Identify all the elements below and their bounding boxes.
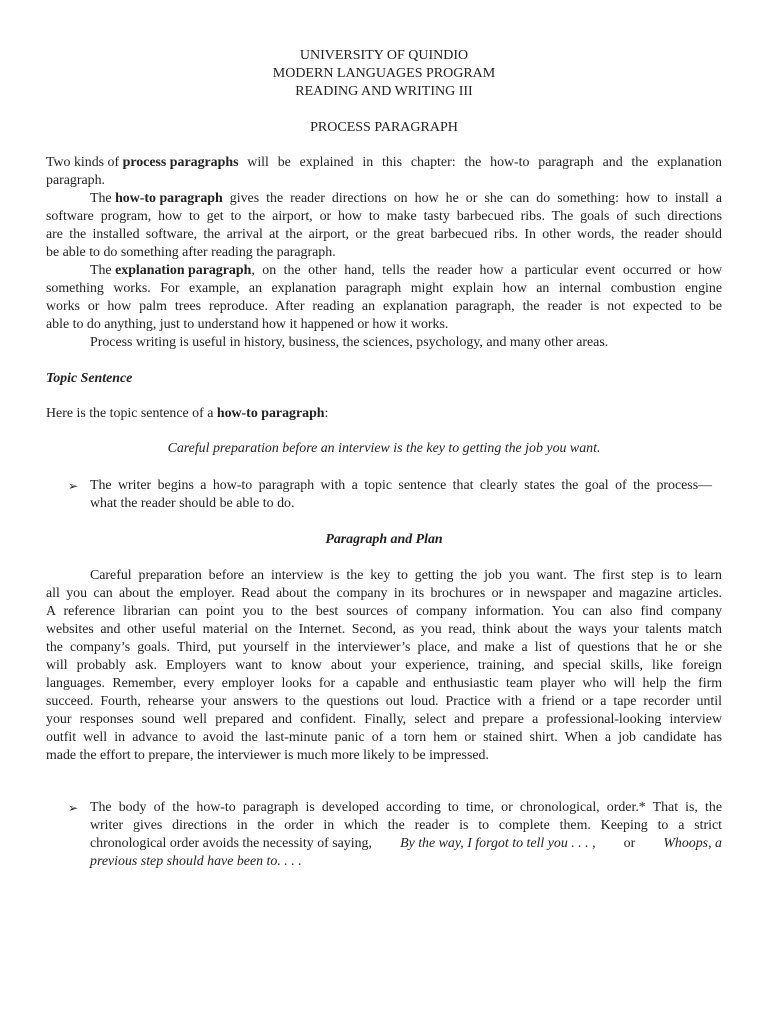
- intro-text-a: Two kinds of: [46, 155, 123, 170]
- body-bullet-italic-1: By the way, I forgot to tell you . . . ,: [400, 836, 596, 851]
- intro-text-c: will be explained in this chapter: the how-to paragraph and the explanation: [238, 155, 722, 170]
- topic-intro-c: :: [324, 406, 329, 421]
- course-name: READING AND WRITING III: [295, 84, 473, 99]
- intro-bold-term: process paragraphs: [122, 155, 239, 170]
- plan-line: A reference librarian can point you to the best sources of company information. You can also find company: [46, 604, 722, 619]
- intro-line-2: paragraph.: [46, 173, 106, 188]
- plan-line: will probably ask. Employers want to know about your experience, training, and special skills, like foreign: [46, 658, 722, 673]
- usage-line: Process writing is useful in history, business, the sciences, psychology, and many other areas.: [90, 335, 609, 350]
- plan-line: languages. Remember, every employer looks for a capable and enthusiastic team player who will help the firm: [46, 676, 722, 691]
- plan-line: succeed. Fourth, rehearse your answers to the questions out loud. Practice with a friend or a tape recorder until: [46, 694, 722, 709]
- body-bullet-text-c: or: [620, 836, 639, 851]
- university-name: UNIVERSITY OF QUINDIO: [299, 48, 469, 63]
- howto-line-3: are the installed software, the arrival at the airport, or the great barbecued ribs. In other words, the reader should: [46, 227, 722, 242]
- explanation-bold-term: explanation paragraph: [115, 263, 252, 278]
- plan-line: Careful preparation before an interview is the key to getting the job you want. The first step is to learn: [90, 568, 722, 583]
- topic-intro-line: [46, 405, 328, 423]
- howto-line-4: be able to do something after reading the paragraph.: [46, 245, 336, 260]
- howto-bold-term: how-to paragraph: [115, 191, 223, 206]
- topic-sentence-heading: Topic Sentence: [46, 371, 133, 386]
- topic-bullet-line-1: The writer begins a how-to paragraph with a topic sentence that clearly states the goal of the process—: [90, 478, 712, 493]
- explanation-line-3: works or how palm trees reproduce. After reading an explanation paragraph, the reader is not expected to be: [46, 299, 722, 314]
- body-bullet-line-2: writer gives directions in the order in which the reader is to complete them. Keeping to a strict: [90, 818, 722, 833]
- howto-line-1: [90, 190, 722, 208]
- body-bullet-italic-2: Whoops, a: [663, 836, 722, 851]
- topic-bullet-line-2: what the reader should be able to do.: [90, 496, 295, 511]
- plan-line: your responses sound well prepared and confident. Finally, select and prepare a professional-looking interview: [46, 712, 722, 727]
- topic-intro-a: Here is the topic sentence of a: [46, 406, 217, 421]
- explanation-text-c: , on the other hand, tells the reader how a particular event occurred or how: [251, 263, 722, 278]
- paragraph-plan-heading: Paragraph and Plan: [325, 532, 443, 547]
- intro-line-1: [46, 154, 722, 172]
- explanation-line-4: able to do anything, just to understand how it happened or how it works.: [46, 317, 449, 332]
- plan-line: websites and other useful material on the Internet. Second, as you read, think about the ways your talents match: [46, 622, 722, 637]
- body-bullet-text-a: chronological order avoids the necessity of saying,: [90, 836, 376, 851]
- plan-line: all you can about the employer. Read about the company in its brochures or in newspaper and magazine articles.: [46, 586, 722, 601]
- explanation-line-1: [90, 262, 722, 280]
- body-bullet-line-1: The body of the how-to paragraph is developed according to time, or chronological, order.* That is, the: [90, 800, 722, 815]
- arrow-bullet-icon: ➢: [68, 479, 79, 493]
- plan-line: made the effort to prepare, the interviewer is much more likely to be impressed.: [46, 748, 489, 763]
- arrow-bullet-icon: ➢: [68, 801, 79, 815]
- body-bullet-line-3: [90, 835, 722, 853]
- howto-text-c: gives the reader directions on how he or she can do something: how to install a: [222, 191, 722, 206]
- explanation-text-a: The: [90, 263, 116, 278]
- howto-line-2: software program, how to get to the airport, or how to make tasty barbecued ribs. The goals of such directions: [46, 209, 722, 224]
- plan-line: outfit well in advance to avoid the last-minute panic of a torn hem or stained shirt. When a job candidate has: [46, 730, 722, 745]
- topic-example-sentence: Careful preparation before an interview is the key to getting the job you want.: [167, 441, 601, 456]
- program-name: MODERN LANGUAGES PROGRAM: [272, 66, 496, 81]
- explanation-line-2: something works. For example, an explanation paragraph might explain how an internal combustion engine: [46, 281, 722, 296]
- plan-line: the company’s goals. Third, put yourself in the interviewer’s place, and make a list of questions that he or she: [46, 640, 722, 655]
- body-bullet-line-4: previous step should have been to. . . .: [90, 854, 302, 869]
- topic-intro-bold: how-to paragraph: [216, 406, 325, 421]
- document-title: PROCESS PARAGRAPH: [310, 120, 458, 135]
- howto-text-a: The: [90, 191, 116, 206]
